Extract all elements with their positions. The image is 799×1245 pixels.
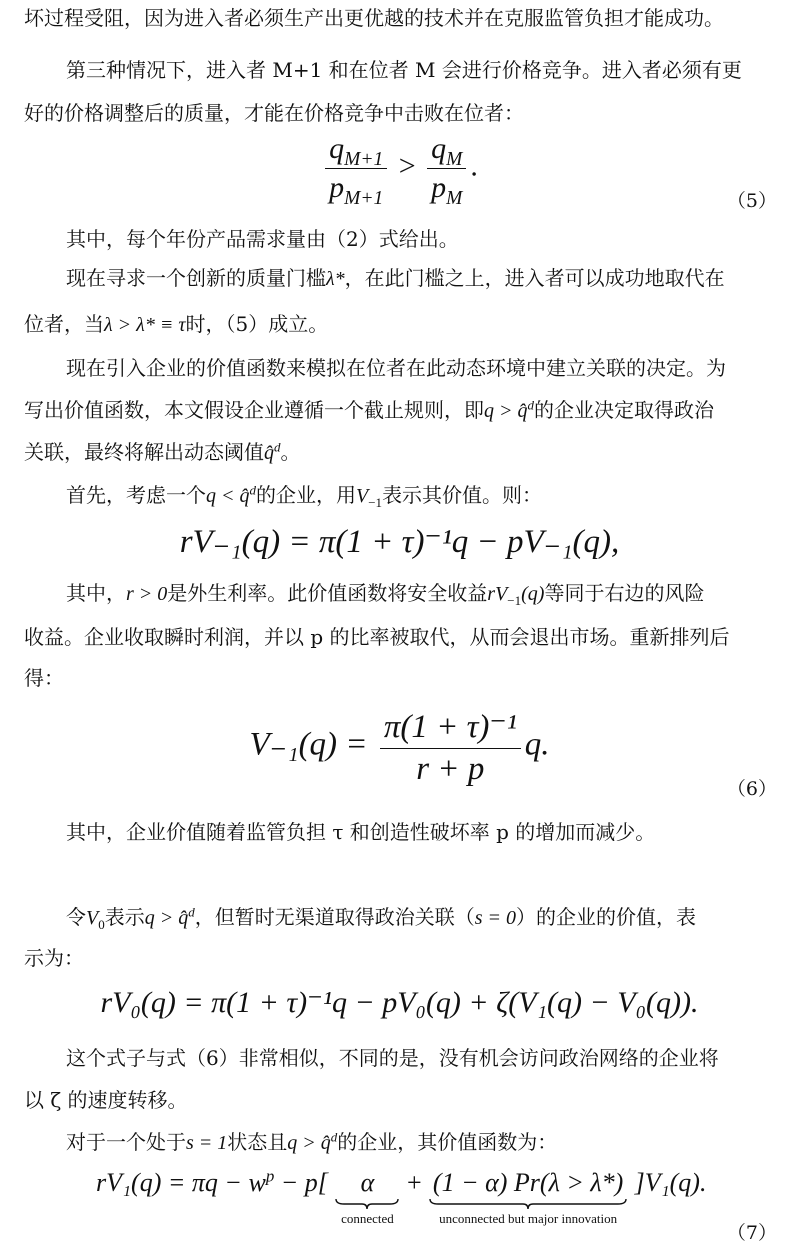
paragraph-7-line-2: 收益。企业收取瞬时利润，并以 p 的比率被取代，从而会退出市场。重新排列后 bbox=[24, 625, 730, 649]
equation-7: $rV_1(q) = \pi q - w^p - p$[ α connected + (1 − α) Pr(λ > λ*) unconnected but major innovation ]V₁(q). bbox=[96, 1166, 707, 1226]
paragraph-10-line-1: 这个式子与式（6）非常相似，不同的是，没有机会访问政治网络的企业将 bbox=[66, 1046, 719, 1070]
paragraph-2-line-1: 第三种情况下，进入者 M+1 和在位者 M 会进行价格竞争。进入者必须有更 bbox=[66, 58, 742, 82]
equation-7-number: （7） bbox=[726, 1222, 777, 1244]
paragraph-1: 坏过程受阻，因为进入者必须生产出更优越的技术并在克服监管负担才能成功。 bbox=[24, 6, 724, 30]
paragraph-4-line-2: 位者，当λ > λ* ≡ τ时，（5）成立。 bbox=[24, 312, 329, 336]
underbrace-icon bbox=[334, 1198, 400, 1210]
equation-6: V₋₁(q) = $\frac{\text{π(1 + τ)⁻¹}}{r + p}$ q. bbox=[0, 706, 799, 788]
paragraph-11: 对于一个处于s = 1状态且q > q̂$^d$的企业，其价值函数为： bbox=[66, 1129, 558, 1154]
paragraph-5-line-2: 写出价值函数，本文假设企业遵循一个截止规则，即q > q̂$^d$的企业决定取得政治 bbox=[24, 397, 714, 422]
equation-v0: rV₀(q) = π(1 + τ)⁻¹q − pV₀(q) + ζ(V₁(q) − V₀(q)). bbox=[100, 986, 699, 1019]
paragraph-9-line-1: 令$V_0$表示q > q̂$^d$，但暂时无渠道取得政治关联（s = 0）的企业的价值，表 bbox=[66, 904, 696, 932]
eq6-fraction: $\frac{\text{π(1 + τ)⁻¹}}{r + p}$ bbox=[380, 706, 521, 788]
paragraph-3: 其中，每个年份产品需求量由（2）式给出。 bbox=[66, 227, 459, 251]
eq5-right-fraction: $\frac{q_M}{p_M}$ bbox=[427, 132, 466, 205]
paragraph-5-line-3: 关联，最终将解出动态阈值q̂$^d$。 bbox=[24, 439, 301, 464]
paragraph-7-line-3: 得： bbox=[24, 666, 64, 690]
underbrace-icon bbox=[428, 1198, 628, 1210]
paragraph-6: 首先，考虑一个q < q̂$^d$的企业，用$V_{-1}$表示其价值。则： bbox=[66, 482, 543, 510]
paragraph-8: 其中，企业价值随着监管负担 τ 和创造性破坏率 p 的增加而减少。 bbox=[66, 820, 656, 844]
equation-5: $\frac{q_{M+1}}{p_{M+1}}$ > $\frac{q_M}{p_M}$ . bbox=[0, 132, 799, 205]
brace-unconnected: (1 − α) Pr(λ > λ*) unconnected but major innovation bbox=[428, 1168, 628, 1227]
paragraph-2-line-2: 好的价格调整后的质量，才能在价格竞争中击败在位者： bbox=[24, 101, 524, 125]
paragraph-4-line-1: 现在寻求一个创新的质量门槛λ*，在此门槛之上，进入者可以成功地取代在 bbox=[66, 266, 725, 290]
eq5-left-fraction: $\frac{q_{M+1}}{p_{M+1}}$ bbox=[325, 132, 387, 205]
paragraph-5-line-1: 现在引入企业的价值函数来模拟在位者在此动态环境中建立关联的决定。为 bbox=[66, 356, 726, 380]
equation-6-number: （6） bbox=[726, 778, 777, 800]
paragraph-7-line-1: 其中，r > 0是外生利率。此价值函数将安全收益$rV_{-1}(q)$等同于右边的风险 bbox=[66, 581, 705, 608]
equation-v-minus-1: rV₋₁(q) = π(1 + τ)⁻¹q − pV₋₁(q), bbox=[179, 524, 620, 560]
brace-connected: α connected bbox=[334, 1168, 400, 1227]
equation-5-number: （5） bbox=[726, 190, 777, 212]
paragraph-10-line-2: 以 ζ 的速度转移。 bbox=[24, 1088, 188, 1112]
paragraph-9-line-2: 示为： bbox=[24, 946, 84, 970]
